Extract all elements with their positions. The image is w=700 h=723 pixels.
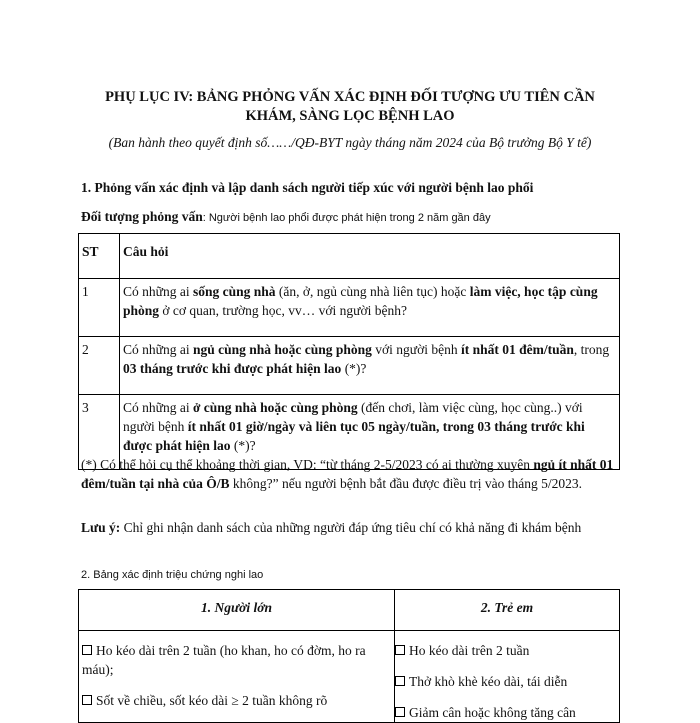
text-run: (*)? bbox=[230, 438, 256, 453]
question-text bbox=[120, 279, 620, 337]
footnote-star bbox=[81, 455, 621, 493]
symptom-row bbox=[79, 631, 620, 723]
adult-symptom-item: Sốt về chiều, sốt kéo dài ≥ 2 tuần không rõ bbox=[82, 691, 391, 710]
question-table bbox=[78, 233, 620, 470]
interview-target bbox=[81, 207, 621, 228]
emphasis-text: ít nhất 01 đêm/tuần bbox=[461, 342, 574, 357]
question-table-header bbox=[79, 234, 620, 279]
note-text: Chỉ ghi nhận danh sách của những người đáp ứng tiêu chí có khả năng đi khám bệnh bbox=[120, 520, 582, 535]
text-run: không?” nếu người bệnh bắt đầu được điều trị vào tháng 5/2023. bbox=[229, 476, 582, 491]
section-2-heading: 2. Bảng xác định triệu chứng nghi lao bbox=[81, 569, 264, 581]
checkbox-icon[interactable] bbox=[82, 645, 92, 655]
text-run: với người bệnh bbox=[371, 342, 461, 357]
row-number: 2 bbox=[79, 337, 120, 395]
note-label: Lưu ý: bbox=[81, 520, 121, 535]
note-luu-y bbox=[81, 518, 621, 537]
child-symptom-item: Ho kéo dài trên 2 tuần bbox=[395, 641, 616, 660]
title-line-2: KHÁM, SÀNG LỌC BỆNH LAO bbox=[245, 108, 455, 124]
child-header: 2. Trẻ em bbox=[395, 590, 620, 631]
checkbox-icon[interactable] bbox=[395, 707, 405, 717]
question-text bbox=[120, 337, 620, 395]
child-symptoms bbox=[395, 631, 620, 723]
adult-header: 1. Người lớn bbox=[79, 590, 395, 631]
row-number: 3 bbox=[79, 395, 120, 470]
text-run: Có những ai bbox=[123, 284, 193, 299]
text-run: (*)? bbox=[341, 361, 367, 376]
text-run: (ăn, ở, ngủ cùng nhà liên tục) hoặc bbox=[275, 284, 470, 299]
column-header-question: Câu hỏi bbox=[120, 234, 620, 279]
table-row bbox=[79, 279, 620, 337]
interview-target-value: : Người bệnh lao phổi được phát hiện trong 2 năm gần đây bbox=[202, 212, 491, 224]
document-title bbox=[80, 88, 620, 126]
column-header-number: ST bbox=[79, 234, 120, 279]
emphasis-text: 03 tháng trước khi được phát hiện lao bbox=[123, 361, 342, 376]
text-run: ở cơ quan, trường học, vv… với người bệnh? bbox=[159, 303, 407, 318]
table-row bbox=[79, 337, 620, 395]
symptom-table bbox=[78, 589, 620, 723]
emphasis-text: ít nhất 01 giờ/ngày và liên tục 05 ngày/tuần, trong 03 tháng trước khi được phát hiện lao bbox=[123, 419, 585, 453]
text-run: (*) Có thể hỏi cụ thể khoảng thời gian, VD: “từ tháng 2-5/2023 có ai thường xuyên bbox=[81, 457, 534, 472]
symptom-table-header bbox=[79, 590, 620, 631]
document-subtitle: (Ban hành theo quyết định số……/QĐ-BYT ngày tháng năm 2024 của Bộ trưởng Bộ Y tế) bbox=[108, 135, 592, 150]
section-1-heading: 1. Phỏng vấn xác định và lập danh sách người tiếp xúc với người bệnh lao phổi bbox=[81, 180, 534, 195]
emphasis-text: sống cùng nhà bbox=[192, 284, 276, 299]
interview-target-label: Đối tượng phỏng vấn bbox=[81, 209, 203, 224]
text-run: (đến chơi, làm việc cùng, học cùng..) với người bệnh bbox=[123, 400, 583, 434]
adult-symptom-item: Ho kéo dài trên 2 tuần (ho khan, ho có đờm, ho ra máu); bbox=[82, 643, 366, 677]
checkbox-icon[interactable] bbox=[82, 695, 92, 705]
emphasis-text: làm việc, học tập cùng phòng bbox=[123, 284, 598, 318]
text-run: Có những ai bbox=[123, 342, 193, 357]
row-number: 1 bbox=[79, 279, 120, 337]
text-run: , trong bbox=[573, 342, 610, 357]
child-symptom-item: Thở khò khè kéo dài, tái diễn bbox=[395, 672, 616, 691]
title-line-1: PHỤ LỤC IV: BẢNG PHỎNG VẤN XÁC ĐỊNH ĐỐI TƯỢNG ƯU TIÊN CẦN bbox=[105, 89, 595, 105]
emphasis-text: ngủ cùng nhà hoặc cùng phòng bbox=[192, 342, 372, 357]
checkbox-icon[interactable] bbox=[395, 676, 405, 686]
emphasis-text: ngủ ít nhất 01 đêm/tuần tại nhà của Ô/B bbox=[81, 457, 614, 491]
child-symptom-item: Giảm cân hoặc không tăng cân bbox=[395, 703, 616, 722]
text-run: Có những ai bbox=[123, 400, 193, 415]
checkbox-icon[interactable] bbox=[395, 645, 405, 655]
adult-symptoms bbox=[79, 631, 395, 723]
emphasis-text: ở cùng nhà hoặc cùng phòng bbox=[192, 400, 358, 415]
